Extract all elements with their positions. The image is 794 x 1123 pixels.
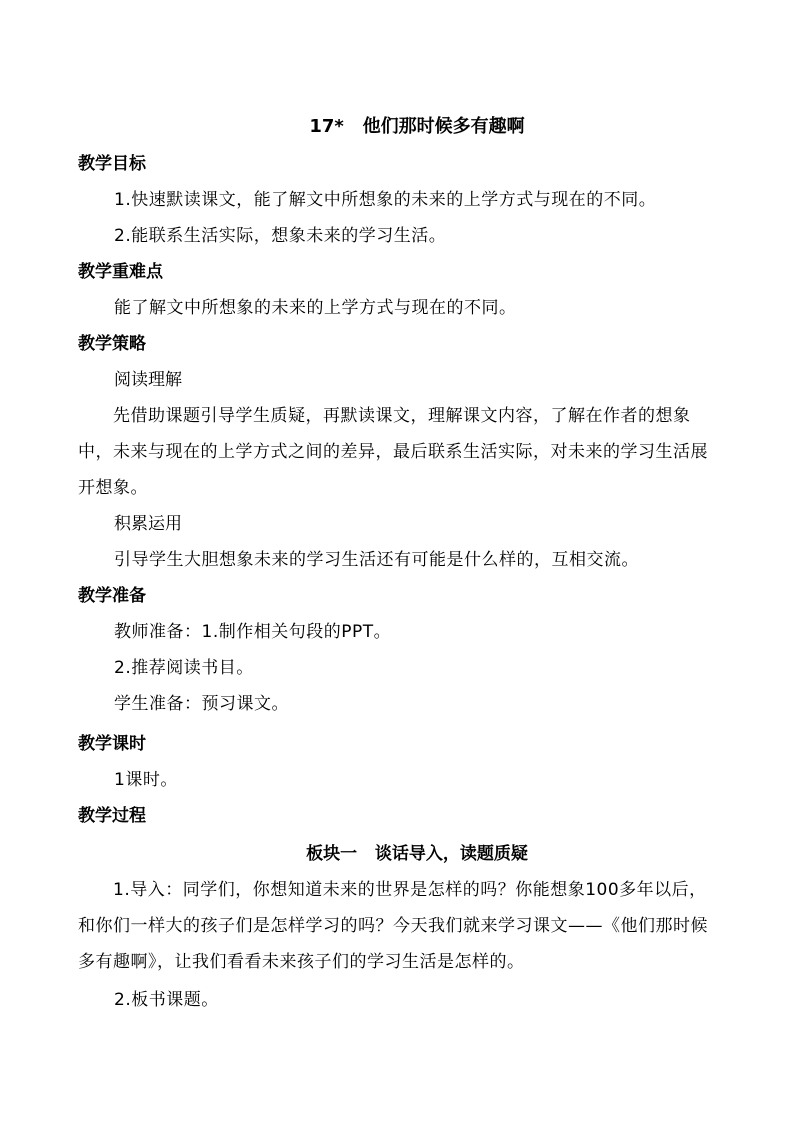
key-points-text: 能了解文中所想象的未来的上学方式与现在的不同。 bbox=[114, 298, 517, 318]
process-heading: 教学过程 bbox=[78, 806, 146, 826]
application-text: 引导学生大胆想象未来的学习生活还有可能是什么样的，互相交流。 bbox=[114, 550, 639, 570]
preparation-heading: 教学准备 bbox=[78, 586, 146, 606]
application-subheading: 积累运用 bbox=[114, 514, 182, 534]
teacher-preparation-2: 2.推荐阅读书目。 bbox=[114, 658, 254, 678]
reading-paragraph: 先借助课题引导学生质疑，再默读课文，理解课文内容，了解在作者的想象中，未来与现在的上学方式之间的差异，最后联系生活实际，对未来的学习生活展开想象。 bbox=[78, 406, 708, 498]
objective-item-2: 2.能联系生活实际，想象未来的学习生活。 bbox=[114, 226, 447, 246]
student-preparation: 学生准备：预习课文。 bbox=[114, 694, 289, 714]
objective-item-1: 1.快速默读课文，能了解文中所想象的未来的上学方式与现在的不同。 bbox=[114, 190, 657, 210]
duration-text: 1课时。 bbox=[114, 770, 178, 790]
key-points-heading: 教学重难点 bbox=[78, 262, 163, 282]
objectives-heading: 教学目标 bbox=[78, 154, 146, 174]
block-one-title: 板块一 谈话导入，读题质疑 bbox=[306, 844, 528, 864]
teacher-preparation: 教师准备：1.制作相关句段的PPT。 bbox=[114, 622, 392, 642]
intro-step-paragraph: 1.导入：同学们，你想知道未来的世界是怎样的吗？你能想象100多年以后，和你们一样大的孩子们是怎样学习的吗？今天我们就来学习课文——《他们那时候多有趣啊》，让我们看看未来孩子们的学习生活是怎样的。 bbox=[78, 880, 708, 972]
board-title-step: 2.板书课题。 bbox=[114, 990, 219, 1010]
strategy-heading: 教学策略 bbox=[78, 334, 146, 354]
reading-subheading: 阅读理解 bbox=[114, 370, 182, 390]
lesson-title: 17* 他们那时候多有趣啊 bbox=[309, 116, 525, 137]
duration-heading: 教学课时 bbox=[78, 734, 146, 754]
